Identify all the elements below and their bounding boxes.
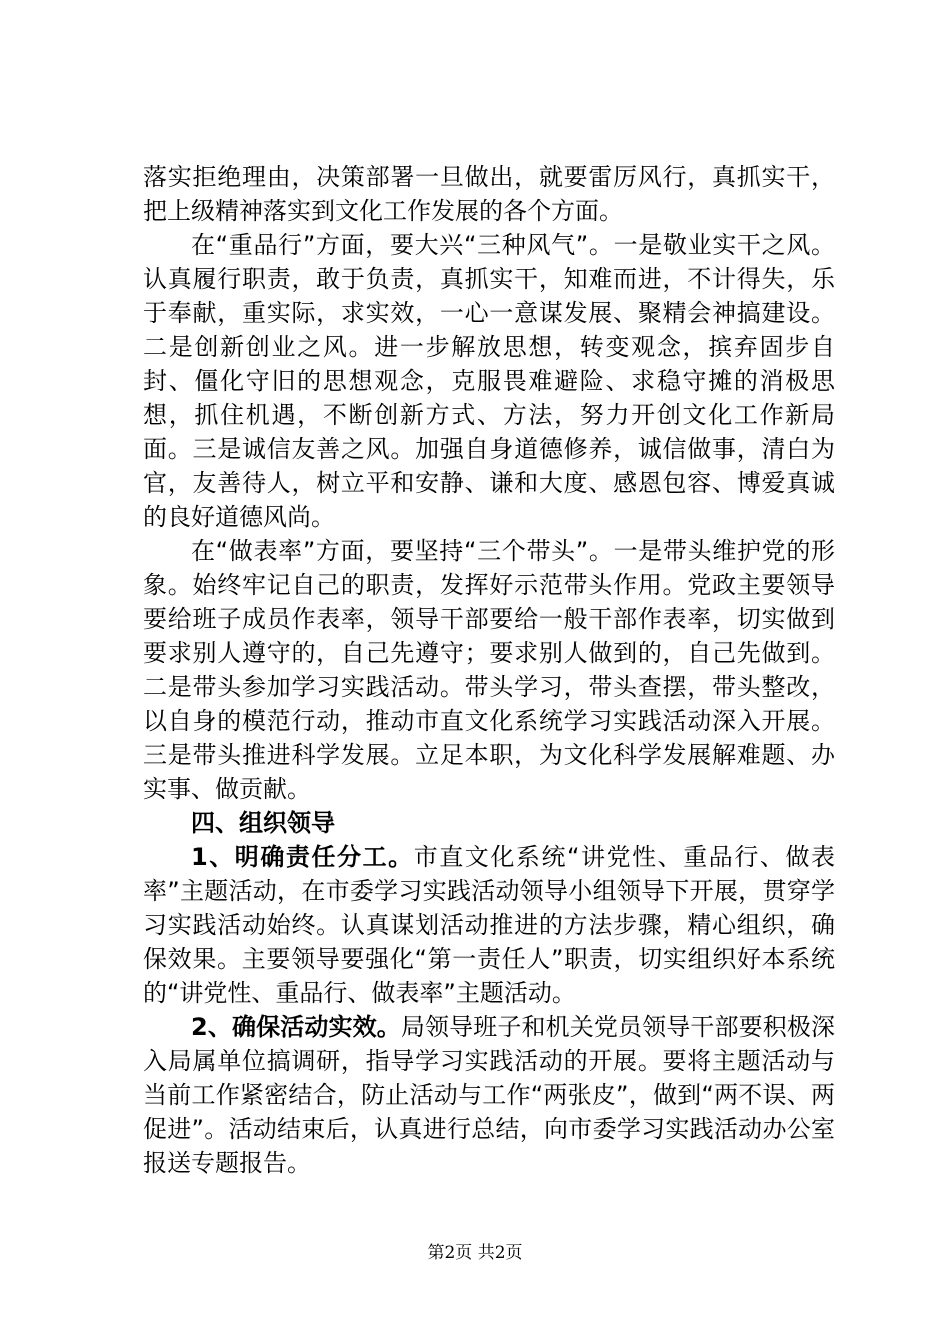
- list-item-body: 局领导班子和机关党员领导干部要积极深入局属单位搞调研，指导学习实践活动的开展。要将主题活动与当前工作紧密结合，防止活动与工作“两张皮”，做到“两不误、两促进”。活动结束后，认真进行总结，向市委学习实践活动办公室报送专题报告。: [143, 1013, 835, 1177]
- section-heading-organization: 四、组织领导: [191, 809, 335, 837]
- list-item-responsibility: [143, 840, 835, 1010]
- list-item-effectiveness: [143, 1010, 835, 1180]
- paragraph-continuation: 落实拒绝理由，决策部署一旦做出，就要雷厉风行，真抓实干，把上级精神落实到文化工作发展的各个方面。: [143, 163, 835, 225]
- paragraph-conduct: 在“重品行”方面，要大兴“三种风气”。一是敬业实干之风。认真履行职责，敢于负责，真抓实干，知难而进，不计得失，乐于奉献，重实际，求实效，一心一意谋发展、聚精会神搞建设。二是创新创业之风。进一步解放思想，转变观念，摈弃固步自封、僵化守旧的思想观念，克服畏难避险、求稳守摊的消极思想，抓住机遇，不断创新方式、方法，努力开创文化工作新局面。三是诚信友善之风。加强自身道德修养，诚信做事，清白为官，友善待人，树立平和安静、谦和大度、感恩包容、博爱真诚的良好道德风尚。: [143, 231, 835, 531]
- list-item-title: 1、明确责任分工。: [191, 843, 414, 871]
- list-item-title: 2、确保活动实效。: [191, 1013, 401, 1041]
- document-body: [143, 160, 835, 1180]
- list-item-body: 市直文化系统“讲党性、重品行、做表率”主题活动，在市委学习实践活动领导小组领导下开展，贯穿学习实践活动始终。认真谋划活动推进的方法步骤，精心组织，确保效果。主要领导要强化“第一责任人”职责，切实组织好本系统的“讲党性、重品行、做表率”主题活动。: [143, 843, 836, 1007]
- paragraph-exemplar: 在“做表率”方面，要坚持“三个带头”。一是带头维护党的形象。始终牢记自己的职责，发挥好示范带头作用。党政主要领导要给班子成员作表率，领导干部要给一般干部作表率，切实做到要求别人遵守的，自己先遵守；要求别人做到的，自己先做到。二是带头参加学习实践活动。带头学习，带头查摆，带头整改，以自身的模范行动，推动市直文化系统学习实践活动深入开展。三是带头推进科学发展。立足本职，为文化科学发展解难题、办实事、做贡献。: [143, 537, 835, 803]
- page-footer: 第2页 共2页: [427, 1243, 523, 1263]
